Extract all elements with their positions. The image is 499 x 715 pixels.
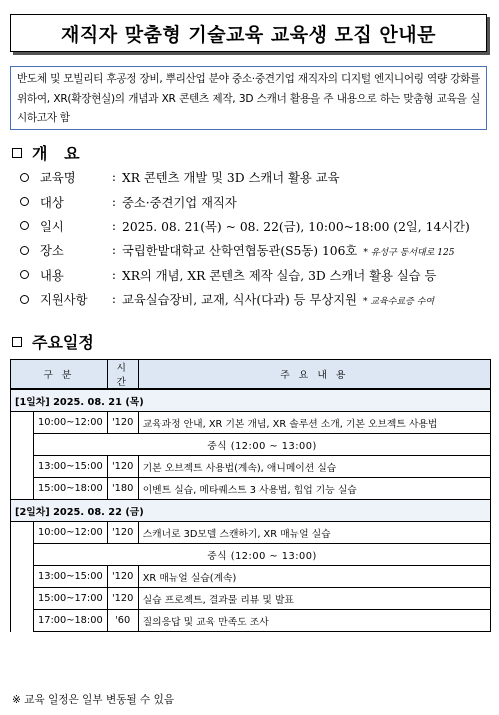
schedule-note: ※ 교육 일정은 일부 변동될 수 있음: [12, 694, 175, 706]
circle-bullet-icon: [20, 173, 29, 182]
overview-colon: :: [111, 267, 117, 282]
overview-value-text: XR 콘텐츠 개발 및 3D 스캐너 활용 교육: [122, 171, 340, 186]
indent-cell: [11, 412, 34, 434]
overview-value-text: 교육실습장비, 교재, 식사(다과) 등 무상지원: [122, 293, 357, 308]
time-cell: 17:00~18:00: [34, 610, 108, 632]
indent-cell: [11, 544, 34, 566]
content-cell: 질의응답 및 교육 만족도 조사: [138, 610, 490, 632]
table-row: [11, 610, 491, 632]
time-cell: 10:00~12:00: [34, 522, 108, 544]
circle-bullet-icon: [20, 270, 29, 279]
overview-value: [122, 168, 339, 186]
table-row: [11, 412, 491, 434]
duration-cell: '120: [107, 588, 138, 610]
indent-cell: [11, 478, 34, 500]
header-category: 구 분: [11, 360, 108, 390]
overview-colon: :: [111, 218, 117, 233]
overview-label: 지원사항: [40, 293, 88, 308]
indent-cell: [11, 522, 34, 544]
overview-item: [20, 287, 490, 311]
content-cell: 실습 프로젝트, 결과물 리뷰 및 발표: [138, 588, 490, 610]
table-row: [11, 434, 491, 456]
overview-heading: 개 요: [12, 141, 80, 164]
schedule-header-row: [11, 360, 491, 390]
circle-bullet-icon: [20, 221, 29, 230]
overview-item: [20, 189, 490, 213]
overview-value: [122, 217, 470, 235]
duration-cell: '120: [107, 456, 138, 478]
lunch-cell: 중식 (12:00 ~ 13:00): [34, 544, 491, 566]
overview-value: [122, 290, 434, 308]
overview-extra: * 교육수료증 수여: [363, 297, 435, 308]
schedule-day-row: [11, 500, 491, 522]
circle-bullet-icon: [20, 197, 29, 206]
overview-value-text: 국립한밭대학교 산학연협동관(S5동) 106호: [122, 244, 358, 259]
overview-value-text: XR의 개념, XR 콘텐츠 제작 실습, 3D 스캐너 활용 실습 등: [122, 268, 437, 283]
overview-value: [122, 193, 237, 211]
intro-paragraph: 반도체 및 모빌리티 후공정 장비, 뿌리산업 분야 중소·중견기업 재직자의 디지털 엔지니어링 역량 강화를 위하여, XR(확장현실)의 개념과 XR 콘텐츠 제작, 3D 스캐너 활용을 주 내용으로 하는 맞춤형 교육을 실시하고자 함: [10, 66, 487, 130]
overview-colon: :: [111, 170, 117, 185]
circle-bullet-icon: [20, 246, 29, 255]
duration-cell: '120: [107, 412, 138, 434]
time-cell: 13:00~15:00: [34, 566, 108, 588]
duration-cell: '180: [107, 478, 138, 500]
table-row: [11, 522, 491, 544]
table-row: [11, 478, 491, 500]
schedule-day-label: [1일차] 2025. 08. 21 (목): [11, 389, 491, 412]
duration-cell: '60: [107, 610, 138, 632]
time-cell: 13:00~15:00: [34, 456, 108, 478]
document-title: 재직자 맞춤형 기술교육 교육생 모집 안내문: [61, 23, 436, 46]
content-cell: 스캐너로 3D모델 스캔하기, XR 매뉴얼 실습: [138, 522, 490, 544]
header-content: 주 요 내 용: [138, 360, 490, 390]
indent-cell: [11, 588, 34, 610]
duration-cell: '120: [107, 566, 138, 588]
overview-extra: * 유성구 동서대로 125: [363, 248, 455, 259]
schedule-day-row: [11, 389, 491, 412]
content-cell: 이벤트 실습, 메타퀘스트 3 사용법, 힙업 기능 실습: [138, 478, 490, 500]
schedule-day-label: [2일차] 2025. 08. 22 (금): [11, 500, 491, 522]
overview-colon: :: [111, 292, 117, 307]
table-row: [11, 544, 491, 566]
lunch-cell: 중식 (12:00 ~ 13:00): [34, 434, 491, 456]
indent-cell: [11, 456, 34, 478]
header-time: 시 간: [107, 360, 138, 390]
schedule-heading: 주요일정: [12, 330, 94, 353]
overview-colon: :: [111, 243, 117, 258]
overview-value: [122, 266, 436, 284]
overview-label: 장소: [40, 244, 64, 259]
time-cell: 15:00~18:00: [34, 478, 108, 500]
document-title-box: [10, 14, 487, 52]
content-cell: XR 매뉴얼 실습(계속): [138, 566, 490, 588]
table-row: [11, 588, 491, 610]
indent-cell: [11, 434, 34, 456]
overview-item: [20, 214, 490, 238]
overview-value-text: 2025. 08. 21(목) ~ 08. 22(금), 10:00~18:00 (2일, 14시간): [122, 219, 470, 234]
overview-label: 일시: [40, 219, 64, 234]
table-row: [11, 456, 491, 478]
content-cell: 기본 오브젝트 사용법(계속), 애니메이션 실습: [138, 456, 490, 478]
overview-colon: :: [111, 194, 117, 209]
table-row: [11, 566, 491, 588]
overview-item: [20, 263, 490, 287]
square-bullet-icon: [12, 148, 22, 158]
overview-item: [20, 238, 490, 262]
content-cell: 교육과정 안내, XR 기본 개념, XR 솔루션 소개, 기본 오브젝트 사용법: [138, 412, 490, 434]
overview-label: 내용: [40, 268, 64, 283]
square-bullet-icon: [12, 337, 22, 347]
time-cell: 15:00~17:00: [34, 588, 108, 610]
overview-value-text: 중소·중견기업 재직자: [122, 195, 237, 210]
time-cell: 10:00~12:00: [34, 412, 108, 434]
indent-cell: [11, 610, 34, 632]
overview-value: [122, 241, 454, 259]
overview-list: [20, 165, 490, 311]
overview-label: 대상: [40, 195, 64, 210]
schedule-table: [10, 359, 491, 632]
circle-bullet-icon: [20, 295, 29, 304]
overview-label: 교육명: [40, 171, 76, 186]
overview-item: [20, 165, 490, 189]
indent-cell: [11, 566, 34, 588]
duration-cell: '120: [107, 522, 138, 544]
